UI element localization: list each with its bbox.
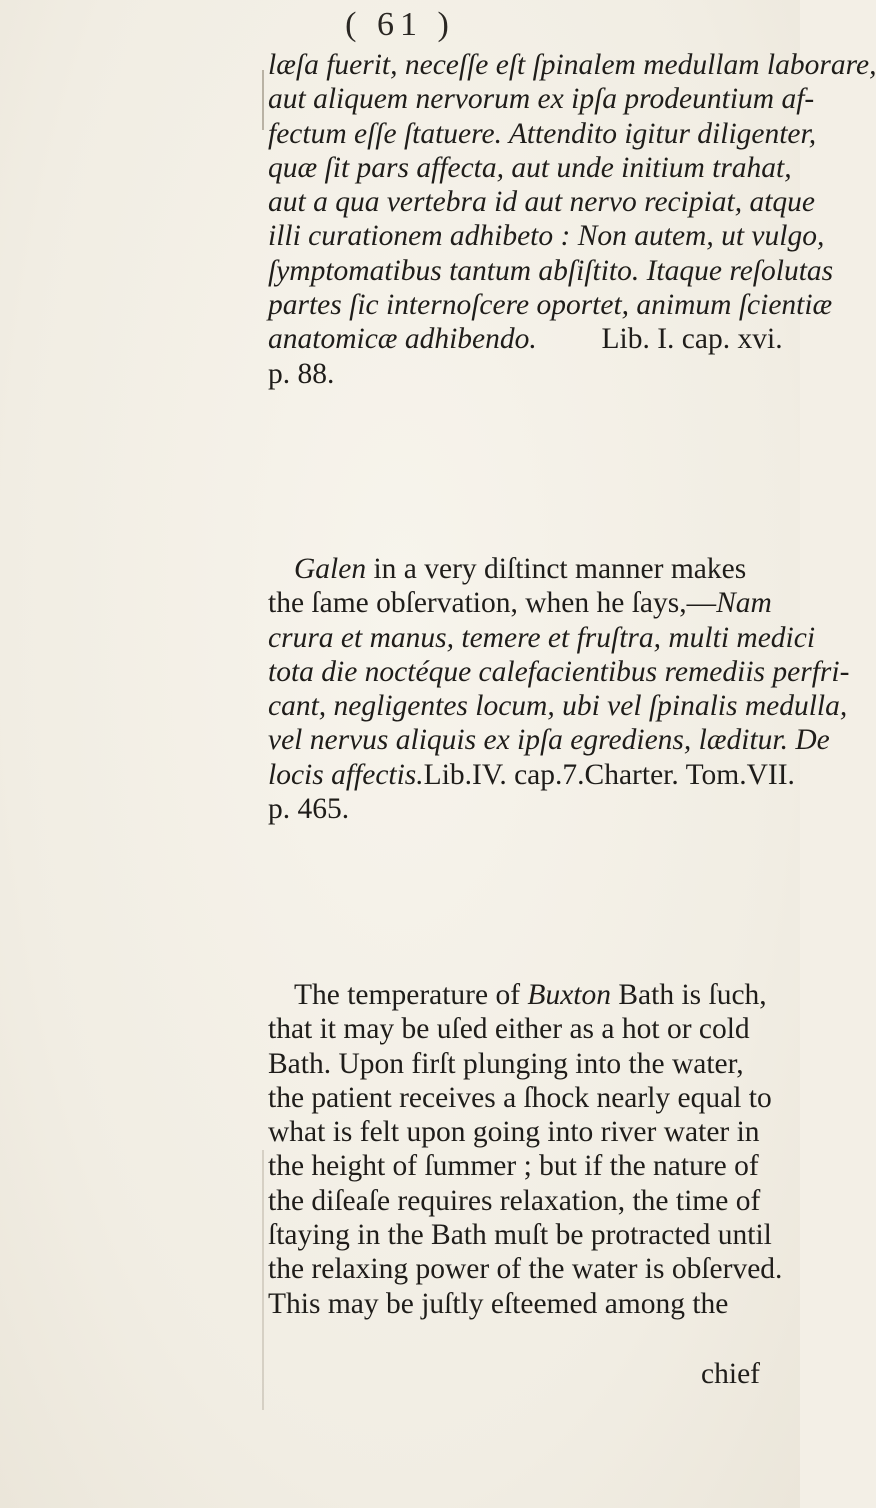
galen-text: in a very diſtinct manner makes	[366, 553, 747, 585]
galen-quote: Nam	[716, 587, 772, 620]
latin-line-text: partes ſic internoſcere oportet, animum ſcientiæ	[268, 289, 833, 322]
buxton-text: The temperature of	[294, 979, 528, 1011]
buxton-line: the patient receives a ſhock nearly equal to	[268, 1081, 772, 1114]
margin-mark	[262, 1150, 264, 1410]
latin-line: aut a qua vertebra id aut nervo recipiat, atque	[268, 186, 816, 219]
place-name: Buxton	[527, 979, 611, 1011]
latin-line: aut aliquem nervorum ex ipſa prodeuntium af-	[268, 83, 815, 116]
latin-line: quæ ſit pars affecta, aut unde initium trahat,	[268, 151, 792, 184]
galen-text: the ſame obſervation, when he ſays,—	[268, 587, 717, 620]
galen-line	[268, 552, 773, 586]
buxton-line: that it may be uſed either as a hot or cold	[268, 1013, 750, 1046]
latin-line	[268, 288, 833, 322]
citation: Lib.IV. cap.7.Charter. Tom.VII.	[423, 758, 795, 791]
buxton-line: what is felt upon going into river water in	[268, 1116, 760, 1149]
citation-page: p. 465.	[268, 793, 350, 826]
galen-paragraph	[268, 552, 850, 826]
buxton-line: ſtaying in the Bath muſt be protracted until	[268, 1219, 772, 1252]
latin-line: fectum eſſe ſtatuere. Attendito igitur diligenter,	[268, 117, 817, 150]
buxton-line: the height of ſummer ; but if the nature of	[268, 1150, 759, 1183]
margin-mark	[262, 70, 264, 130]
catchword: chief	[701, 1358, 760, 1390]
buxton-line: This may be juſtly eſteemed among the	[268, 1287, 729, 1320]
citation-page: p. 88.	[268, 357, 335, 390]
buxton-text: Bath is ſuch,	[610, 979, 767, 1011]
galen-line	[268, 586, 773, 620]
buxton-line	[268, 978, 773, 1012]
page-number: ( 61 )	[345, 6, 455, 43]
work-title: locis affectis.	[268, 758, 424, 791]
galen-line: cant, negligentes locum, ubi vel ſpinalis medulla,	[268, 690, 848, 723]
buxton-line: the relaxing power of the water is obſerved.	[268, 1253, 783, 1286]
latin-line: illi curationem adhibeto : Non autem, ut vulgo,	[268, 220, 825, 253]
buxton-paragraph	[268, 978, 783, 1321]
citation: Lib. I. cap. xvi.	[601, 323, 783, 356]
galen-line: tota die noctéque calefacientibus remediis perfri-	[268, 655, 850, 688]
latin-line: ſymptomatibus tantum abſiſtito. Itaque reſolutas	[268, 254, 834, 287]
buxton-line: Bath. Upon firſt plunging into the water,	[268, 1047, 744, 1080]
latin-line: læſa fuerit, neceſſe eſt ſpinalem medullam laborare,	[268, 49, 876, 81]
buxton-line: the diſeaſe requires relaxation, the time of	[268, 1184, 761, 1217]
author-name: Galen	[294, 553, 367, 585]
latin-line-text: anatomicæ adhibendo.	[268, 323, 537, 356]
galen-line: vel nervus aliquis ex ipſa egrediens, læditur. De	[268, 724, 830, 757]
latin-quote	[268, 48, 876, 391]
galen-line	[268, 758, 795, 792]
galen-line: crura et manus, temere et fruſtra, multi medici	[268, 621, 816, 654]
latin-line	[268, 322, 783, 356]
